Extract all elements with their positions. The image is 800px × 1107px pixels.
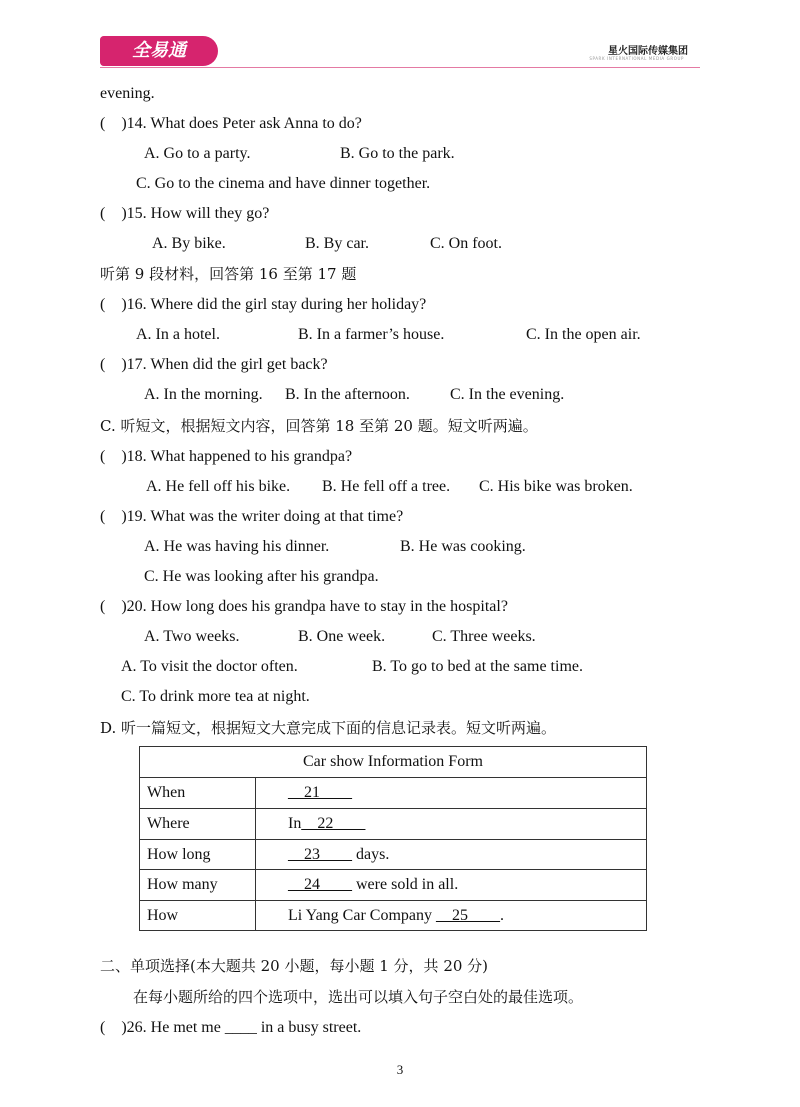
question-15: ( )15. How will they go? bbox=[100, 205, 270, 222]
option-20a: A. Two weeks. bbox=[144, 628, 240, 645]
option-14c: C. Go to the cinema and have dinner together. bbox=[136, 175, 431, 192]
blank-21[interactable]: __21____ bbox=[288, 784, 352, 801]
section-heading: D. 听一篇短文，根据短文大意完成下面的信息记录表。短文听两遍。 bbox=[100, 719, 557, 737]
option-16b: B. In a farmer’s house. bbox=[298, 326, 445, 343]
option-extra-b: B. To go to bed at the same time. bbox=[372, 658, 583, 675]
form-row bbox=[140, 777, 646, 801]
question-17: ( )17. When did the girl get back? bbox=[100, 356, 328, 373]
form-value: Li Yang Car Company __25____. bbox=[288, 907, 504, 924]
section-instructions: 在每小题所给的四个选项中，选出可以填入句子空白处的最佳选项。 bbox=[133, 988, 584, 1006]
question-14: ( )14. What does Peter ask Anna to do? bbox=[100, 115, 362, 132]
option-19b: B. He was cooking. bbox=[400, 538, 526, 555]
option-20b: B. One week. bbox=[298, 628, 386, 645]
text-line: evening. bbox=[100, 85, 155, 102]
option-15c: C. On foot. bbox=[430, 235, 502, 252]
option-16a: A. In a hotel. bbox=[136, 326, 220, 343]
form-label: How many bbox=[147, 876, 218, 893]
form-row bbox=[140, 808, 646, 832]
blank-23[interactable]: __23____ bbox=[288, 846, 352, 863]
option-17b: B. In the afternoon. bbox=[285, 386, 410, 403]
car-show-form bbox=[139, 746, 647, 931]
form-label: How long bbox=[147, 846, 211, 863]
form-value: __23____ days. bbox=[288, 846, 390, 863]
section-heading: 听第 9 段材料，回答第 16 至第 17 题 bbox=[100, 265, 357, 283]
option-19c: C. He was looking after his grandpa. bbox=[144, 568, 379, 585]
publisher-name: 星火国际传媒集团 bbox=[608, 46, 688, 57]
question-19: ( )19. What was the writer doing at that time? bbox=[100, 508, 404, 525]
question-20: ( )20. How long does his grandpa have to stay in the hospital? bbox=[100, 598, 508, 615]
option-16c: C. In the open air. bbox=[526, 326, 641, 343]
section-heading: C. 听短文，根据短文内容，回答第 18 至第 20 题。短文听两遍。 bbox=[100, 417, 538, 435]
option-extra-c: C. To drink more tea at night. bbox=[121, 688, 310, 705]
form-value: __24____ were sold in all. bbox=[288, 876, 459, 893]
form-label: When bbox=[147, 784, 186, 801]
option-15a: A. By bike. bbox=[152, 235, 226, 252]
option-18c: C. His bike was broken. bbox=[479, 478, 633, 495]
option-18b: B. He fell off a tree. bbox=[322, 478, 451, 495]
form-title: Car show Information Form bbox=[303, 753, 483, 770]
form-value: In__22____ bbox=[288, 815, 366, 832]
option-14b: B. Go to the park. bbox=[340, 145, 455, 162]
section-heading: 二、单项选择(本大题共 20 小题，每小题 1 分，共 20 分) bbox=[100, 957, 489, 975]
page-number: 3 bbox=[396, 1062, 404, 1077]
form-column-divider bbox=[255, 777, 256, 931]
blank-22[interactable]: __22____ bbox=[301, 815, 366, 832]
form-row bbox=[140, 869, 646, 893]
option-15b: B. By car. bbox=[305, 235, 369, 252]
form-row bbox=[140, 900, 646, 924]
option-14a: A. Go to a party. bbox=[144, 145, 251, 162]
form-row bbox=[140, 839, 646, 863]
publisher-logo: 全易通 bbox=[100, 36, 218, 66]
option-17c: C. In the evening. bbox=[450, 386, 565, 403]
option-17a: A. In the morning. bbox=[144, 386, 263, 403]
option-18a: A. He fell off his bike. bbox=[146, 478, 291, 495]
header-divider bbox=[100, 67, 700, 68]
blank-25[interactable]: __25____ bbox=[436, 907, 500, 924]
publisher-subtitle: SPARK INTERNATIONAL MEDIA GROUP bbox=[589, 56, 684, 61]
option-extra-a: A. To visit the doctor often. bbox=[121, 658, 298, 675]
question-26: ( )26. He met me ____ in a busy street. bbox=[100, 1019, 362, 1036]
form-label: Where bbox=[147, 815, 190, 832]
form-label: How bbox=[147, 907, 179, 924]
blank-24[interactable]: __24____ bbox=[288, 876, 352, 893]
question-16: ( )16. Where did the girl stay during her holiday? bbox=[100, 296, 427, 313]
option-20c: C. Three weeks. bbox=[432, 628, 536, 645]
question-18: ( )18. What happened to his grandpa? bbox=[100, 448, 353, 465]
option-19a: A. He was having his dinner. bbox=[144, 538, 330, 555]
form-value bbox=[288, 778, 352, 808]
